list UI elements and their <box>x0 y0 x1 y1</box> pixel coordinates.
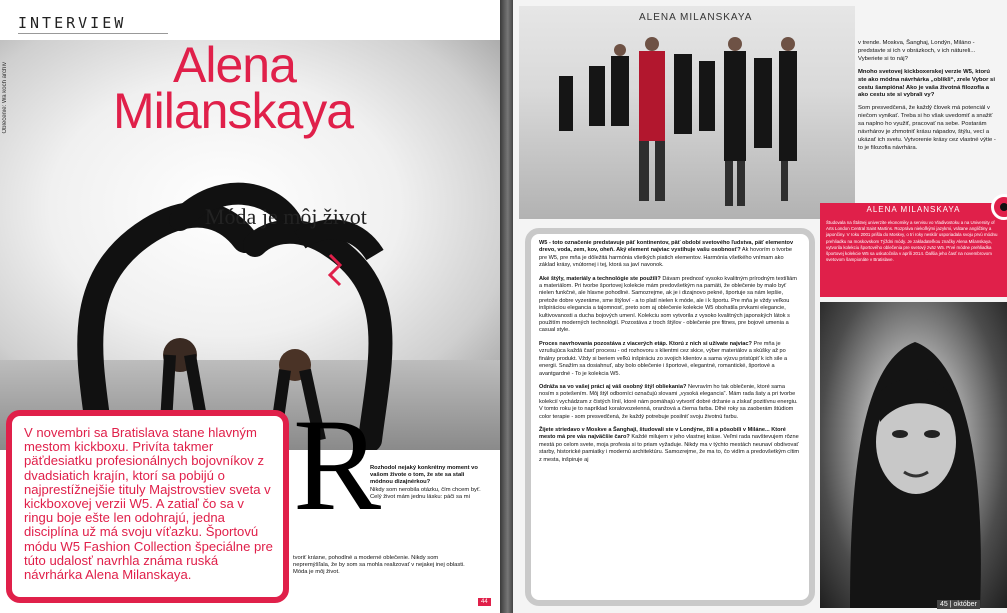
qa-block-1 <box>539 240 801 270</box>
qa-block-5 <box>539 427 801 464</box>
runway-photo <box>519 6 855 219</box>
article-title <box>113 37 354 139</box>
page-number-left: 44 <box>478 598 491 606</box>
answer-5: Každé milujem v jeho vlastnej kráse. Veľmi rada navštevujem rôzne mestá po celom svete, moja profesia si to priam vyžaduje. Nikdy ma v týchto mestách neunaví obdivovať starby, historické pamiatky i modernú architektúru. Samozrejme, že ma to, čo vidím a predovšetkým cítim z mesta, inšpiruje aj <box>539 434 800 463</box>
answer-2: Dávam prednosť vysoko kvalitným prírodným textíliám a materiálom. Pri tvorbe športovej kolekcie mám predovšetkým na pamäti, že oblečenie by malo byť nielen funkčné, ale hlavne pohodlné. Samozrejme, ak je i dizajnovo pekné, športuje sa nám lepšie, pretože dobre vyzeráme, sme štýloví - a to platí nielen k móde, ale i k športu. Pre mňa je vždy veľkou inšpiráciou elegancia a tajomnosť, preto som aj oblečenie kolekcie W5 obohatila prvkami elegancie, kultivovanosti a ducha bojových umení. Kolekciu som vytvorila z vysoko kvalitných japonských látok s použitím moderných technológií. Pozostáva z troch štýlov - oblečenie pre fitnes, pre bojové umenia a casual style. <box>539 275 797 334</box>
first-question-block <box>370 465 485 501</box>
intro-box <box>6 410 289 603</box>
first-answer-continued: tvoriť krásne, pohodlné a moderné oblečenie. Nikdy som nepremýšľala, že by som sa mohla realizovať v nejakej inej oblasti. Móda je môj život. <box>293 555 465 576</box>
section-label: INTERVIEW <box>18 14 127 32</box>
qa-block-3 <box>539 341 801 378</box>
answer-4: Nevravím ho tak oblečenie, ktoré sama nosím s potešením. Môj štýl odborníci označujú slovami „vysoká elegancia“. Mám rada šaty a pri tvorbe kolekcií vychádzam z čistých línií, ktoré nám pomáhajú vytvoriť dobré držanie a získať pozitívnu energiu. V tomto roku je to napríklad koralovozelenná, oranžová a čierna farba. Dlhé roky sa zaoberám štúdiom color terapie - som presvedčená, že každý potrebuje posilniť svoju životnú farbu. <box>539 383 798 420</box>
answer-1: Ak hovorím o tvorbe pre W5, pre mňa je dôležitá harmónia všetkých piatich elementov. Harmónia všetkého vnímam ako základ krásy, vnútornej i tej, ktorá sa javí navonok. <box>539 247 792 269</box>
question-3: Proces navrhovania pozostáva z viacerých etáp. Ktorú z nich si užívate najviac? <box>539 340 752 347</box>
question-5: Žijete striedavo v Moskve a Šanghaji, študovali ste v Londýne, žili a pôsobili v Miláne... Ktoré mesto má pre vás najväčšie čaro? <box>539 426 786 441</box>
title-line-1: Alena <box>173 37 296 93</box>
page-number-right: 45 | október <box>937 600 980 609</box>
portrait-illustration <box>820 302 1007 608</box>
qa-block-4 <box>539 384 801 421</box>
spine-gutter <box>500 0 513 613</box>
first-question: Rozhodol nejaký konkrétny moment vo vašom živote o tom, že ste sa stali módnou dizajnérkou? <box>370 465 478 486</box>
right-column-answer: Som presvedčená, že každý človek má potenciál v niečom vynikať. Treba si ho však uvedomiť a snažiť sa naplno ho využiť, pracovať na sebe. Postarám návrhárov je zhmotniť krásu nápadov, štýlu, vecí a ukázať ich svetu. Vytvorenie krásy cez vlastné výtie - to je filozofia návrhára. <box>858 105 996 151</box>
runway-brand: ALENA MILANSKAYA <box>639 12 753 23</box>
section-rule <box>18 33 168 34</box>
question-4: Odráža sa vo vašej práci aj váš osobný štýl obliekania? <box>539 383 687 390</box>
title-line-2: Milanskaya <box>113 83 354 139</box>
first-answer: Nikdy som nerobila otázku, čím chcem byť. Celý život mám jednu lásku: páči sa mi <box>370 486 481 500</box>
article-subtitle: Móda je môj život <box>205 204 367 229</box>
qa-block-2 <box>539 276 801 335</box>
side-caption: Oblečenie: Wa koch archív <box>2 62 8 134</box>
question-2: Aké štýly, materiály a technológie ste použili? <box>539 275 661 282</box>
article-body <box>525 228 815 606</box>
portrait-photo <box>820 302 1007 608</box>
right-page <box>513 0 1007 613</box>
right-column-p1: v trende. Moskva, Šanghaj, Londýn, Miláno - predstavte si ich v obrázkoch, v ich nátureli... Vyberiete si to náj? <box>858 40 976 62</box>
drop-cap: R <box>293 391 382 538</box>
runway-models-illustration <box>519 6 855 219</box>
right-column-question: Mnoho svetovej kickboxerskej verzie W5, ktorú ste ako módna návrhárka „oblikli“, zrele Vybor si cestu šampióna! Ako je vaša životná filozofia a ako cestu ste si vybrali vy? <box>858 68 995 99</box>
bio-text: Študovala na Štátnej univerzite ekonomiky a servisu vo Vladivostoku a na University of Arts London Central Saint Martins. Rozpráva niekoľkými jazykmi, vrátane angličtiny a japončiny. V roku 2001 prišla do Moskvy, o tri roky neskôr usporiadala svoju prvú módnu prehliadku na moskovskom Týždni módy. Je zakladateľkou značky Alena Milanskaya, vytvorila kolekciu športového oblečenia pre svetový zväz W5. Prvé módne prehliadka športovej kolekcie W5 sa uskutočnila v apríli 2014. Ďalšia jeho časť na novembrovom svetovom šampionáte v Bratislave. <box>820 217 1007 297</box>
question-1: W5 - toto označenie predstavuje päť kontinentov, päť období svetového ľudstva, päť elementov drevo, voda, zem, kov, oheň. Aký element najviac vystihuje vašu osobnosť? <box>539 240 794 254</box>
right-column <box>858 40 998 153</box>
answer-3: Pre mňa je vzrušujúca každá časť procesu - od rozhovoru s klientmi cez skice, výber materiálov a skúšky až po finálny produkt. Vždy si beriem veľkú inšpiráciu zo svojich klientov a sama výzvu pristúpiť k ich sile a energii. Snažím sa dosiahnuť, aby bolo oblečenie i športové, elegantné, romantické, športové a avantgardné - To je kolekcia W5. <box>539 340 788 377</box>
left-page <box>0 0 500 613</box>
intro-text: V novembri sa Bratislava stane hlavným mestom kickboxu. Privíta takmer päťdesiatku profesionálnych bojovníkov z dvadsiatich krajín, ktorí sa pobijú o najprestížnejšie tituly Majstrovstiev sveta v kickboxovej verzii W5. A zatiaľ čo sa v ringu boje ešte len odohrajú, jedna disciplína už má svoju víťazku. Športovú módu W5 Fashion Collection špeciálne pre túto udalosť navrhla známa ruská návrhárka Alena Milanskaya. <box>24 425 273 583</box>
bio-name-bar: ALENA MILANSKAYA <box>820 203 1007 217</box>
